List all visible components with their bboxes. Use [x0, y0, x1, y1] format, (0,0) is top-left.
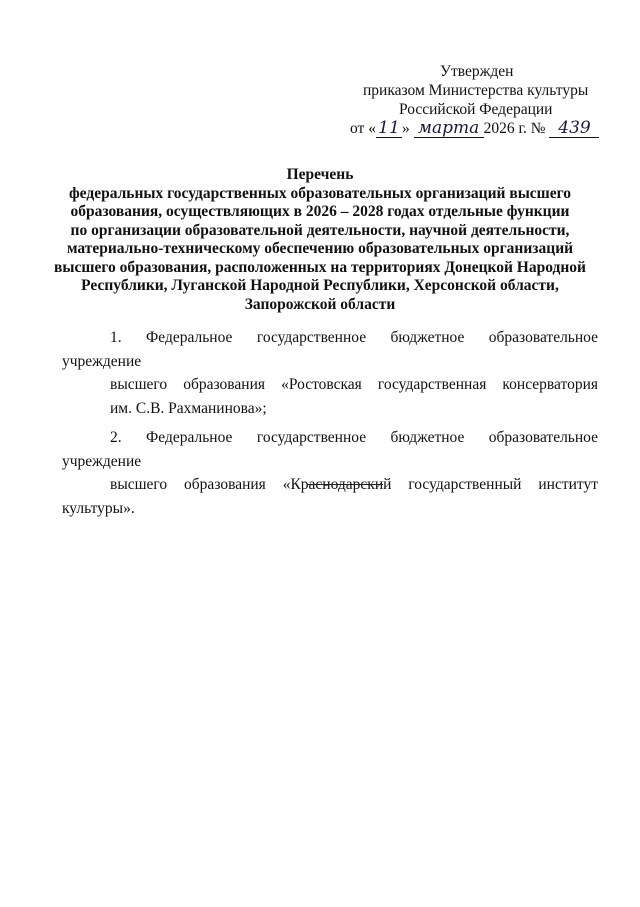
date-month-handwritten: марта [414, 120, 484, 138]
approval-line-federation: Российской Федерации [399, 101, 553, 118]
title-line: по организации образовательной деятельности, научной деятельности, [70, 221, 570, 239]
list-body [62, 326, 598, 526]
title-heading: Перечень [286, 166, 354, 183]
approval-line-order: приказом Министерства культуры [363, 82, 589, 99]
date-day-handwritten: 11 [376, 120, 402, 138]
title-line: Республики, Луганской Народной Республики, Херсонской области, [81, 277, 559, 294]
date-prefix: от « [350, 120, 376, 137]
title-line: Запорожской области [244, 295, 396, 313]
list-item-2 [62, 426, 598, 520]
approval-line-date [340, 119, 610, 138]
title-line: федеральных государственных образовательных организаций высшего [68, 184, 572, 202]
order-number-handwritten: 439 [549, 120, 599, 138]
end-separator-line [307, 484, 383, 485]
list-item-line: высшего образования «Ростовская государственная консерватория [110, 376, 598, 393]
approval-line-approved: Утвержден [440, 63, 514, 80]
list-item-line: 2. Федеральное государственное бюджетное образовательное учреждение [62, 429, 598, 470]
title-line: высшего образования, расположенных на территориях Донецкой Народной [54, 258, 586, 276]
date-year: 2026 г. № [483, 120, 546, 137]
list-item-1 [62, 326, 598, 420]
title-line: материально-техническому обеспечению образовательных организаций [66, 240, 574, 257]
list-item-line: высшего образования «Краснодарский государственный институт культуры». [62, 476, 598, 517]
approval-block [340, 62, 610, 138]
title-line: образования, осуществляющих в 2026 – 2028 годах отдельные функции [70, 203, 570, 220]
date-quote-close: » [401, 120, 410, 137]
list-item-line: им. С.В. Рахманинова»; [110, 399, 267, 417]
document-title [40, 166, 600, 314]
list-item-line: 1. Федеральное государственное бюджетное образовательное учреждение [62, 329, 598, 370]
